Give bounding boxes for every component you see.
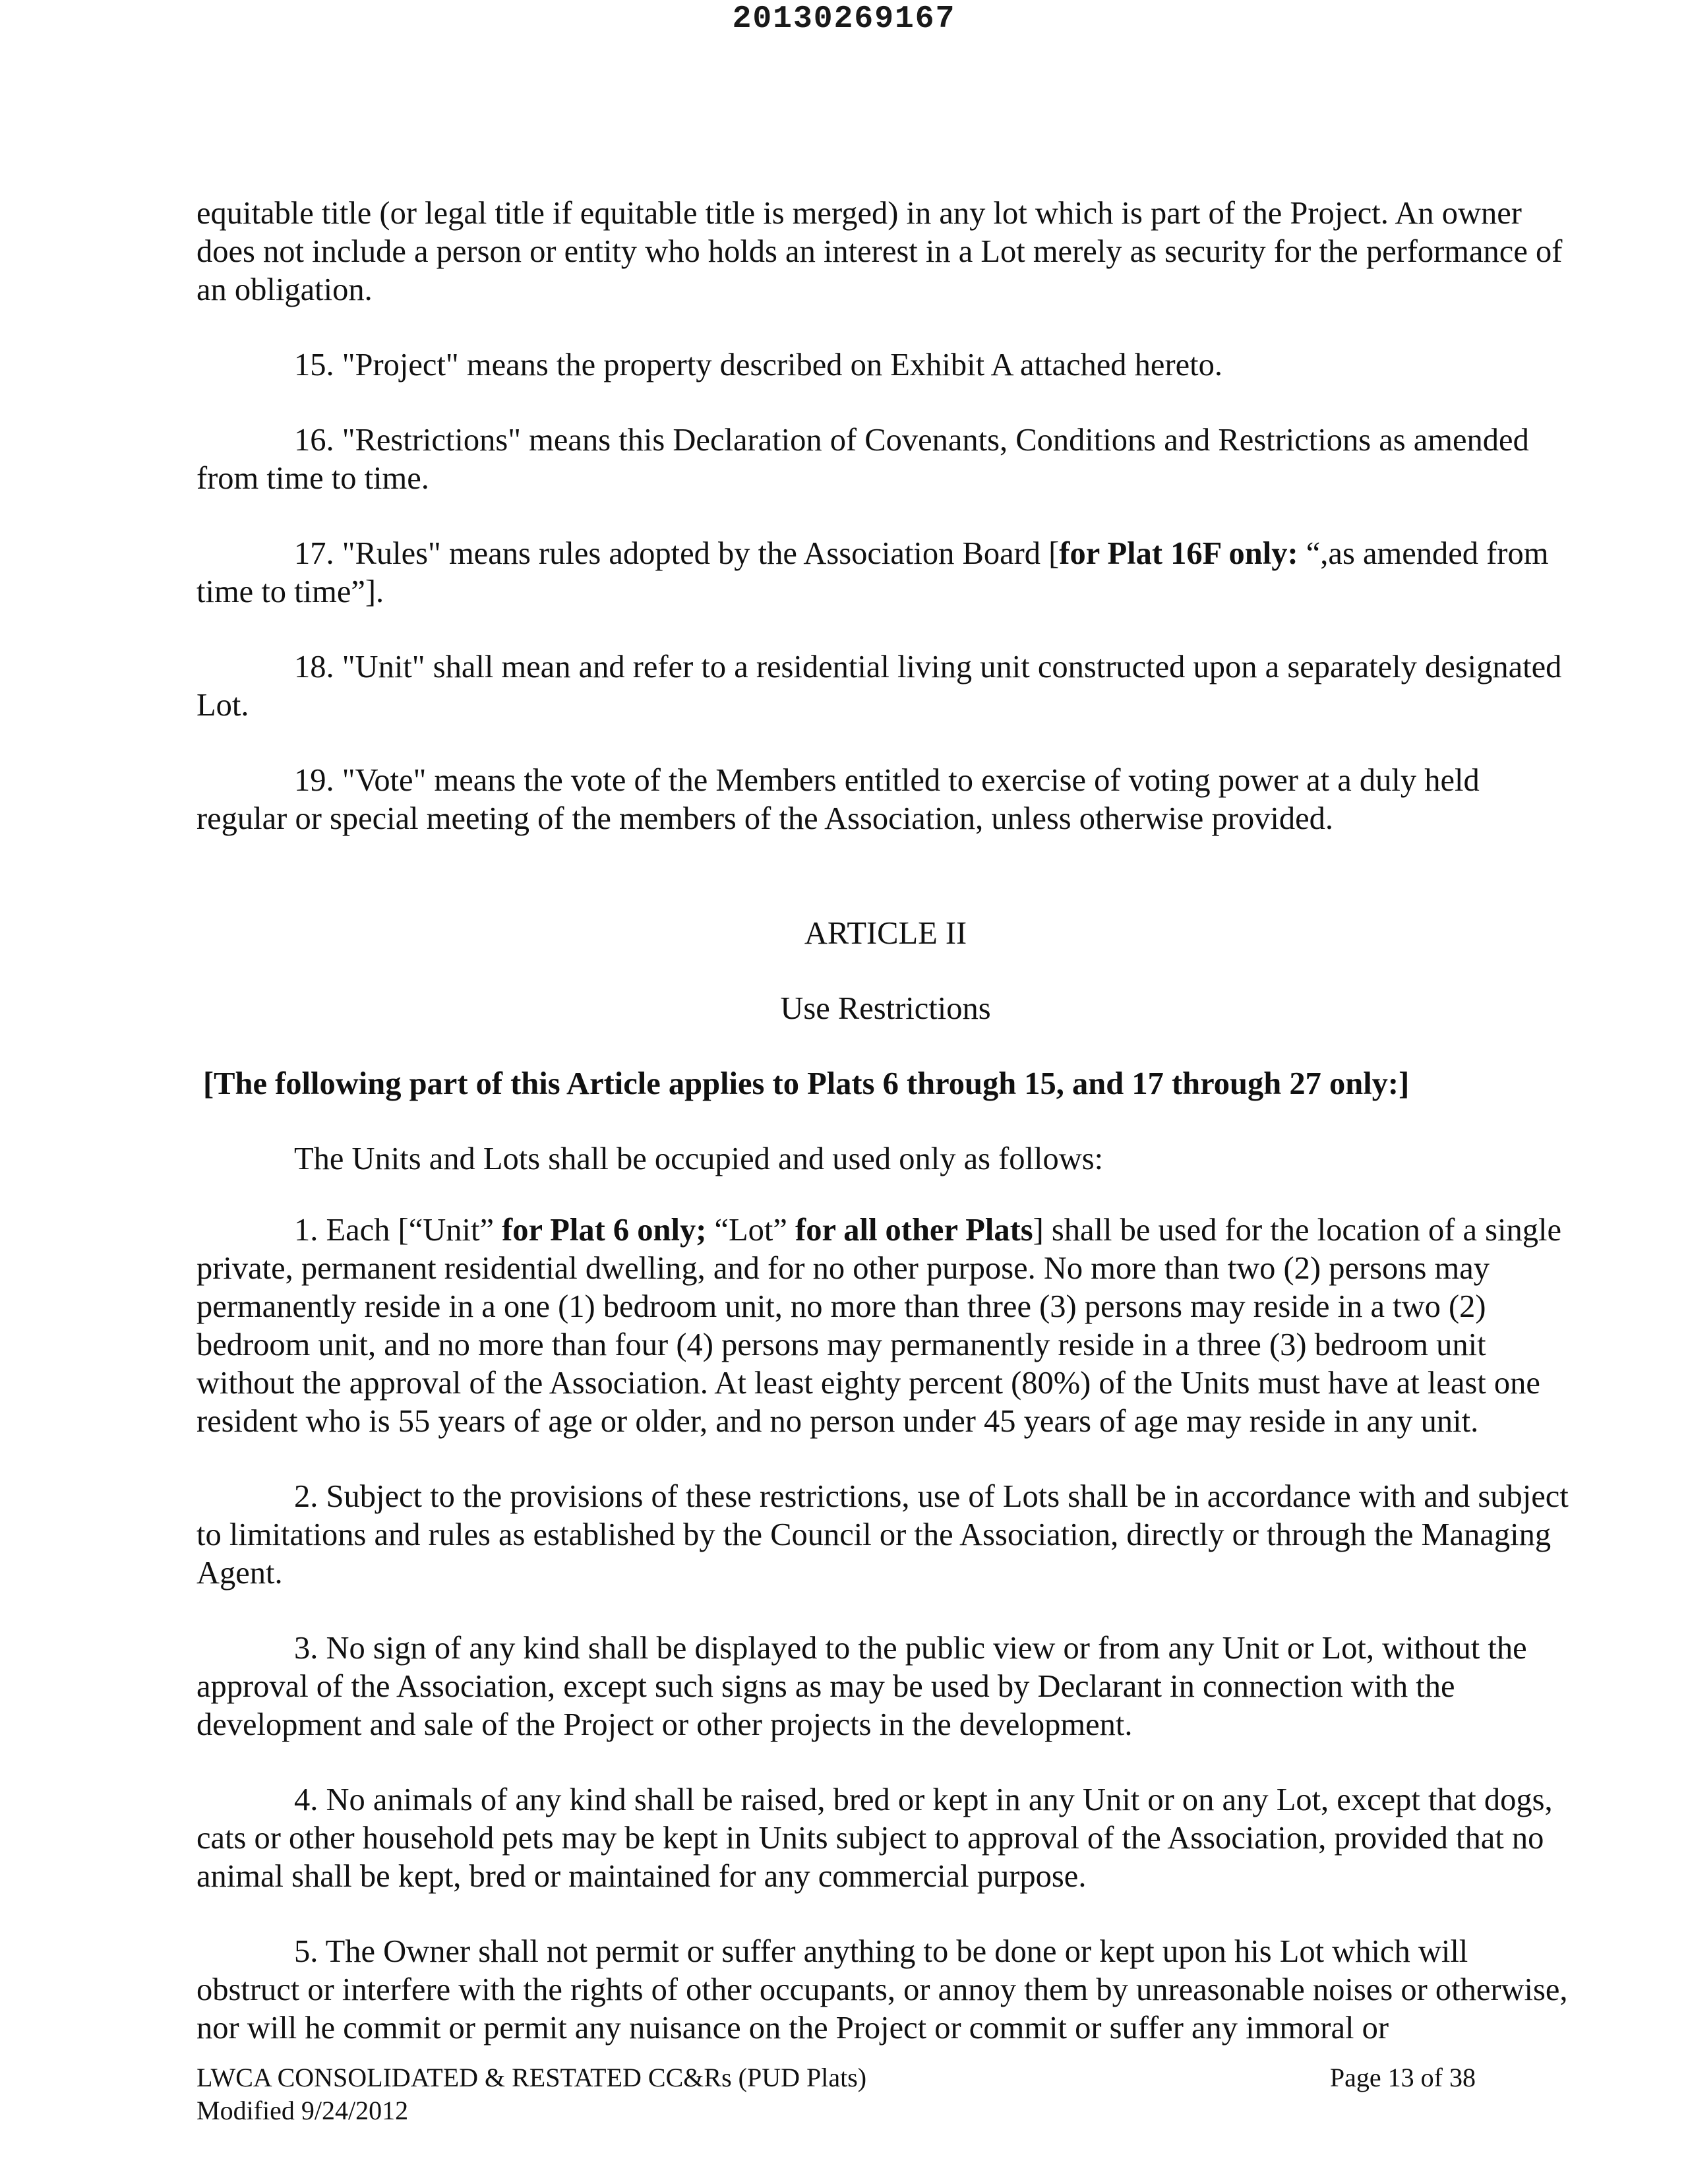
applicability-note: [The following part of this Article applies to Plats 6 through 15, and 17 through 27 only:] bbox=[203, 1066, 1410, 1101]
document-body bbox=[196, 195, 1575, 2048]
recording-number: 20130269167 bbox=[732, 1, 956, 37]
restriction-4: 4. No animals of any kind shall be raised, bred or kept in any Unit or on any Lot, except that dogs, cats or other household pets may be kept in Units subject to approval of the Association, provided that no animal shall be kept, bred or maintained for any commercial purpose. bbox=[196, 1782, 1553, 1894]
paragraph-owner-definition-continued: equitable title (or legal title if equitable title is merged) in any lot which is part of the Project. An owner does not include a person or entity who holds an interest in a Lot merely as security for the performance of an obligation. bbox=[196, 196, 1563, 307]
restriction-5: 5. The Owner shall not permit or suffer anything to be done or kept upon his Lot which will obstruct or interfere with the rights of other occupants, or annoy them by unreasonable noises or otherwise, nor will he commit or permit any nuisance on the Project or commit or suffer any immoral or bbox=[196, 1934, 1568, 2046]
definition-15: 15. "Project" means the property described on Exhibit A attached hereto. bbox=[294, 348, 1222, 382]
definition-17-text-a: 17. "Rules" means rules adopted by the Association Board [ bbox=[294, 536, 1060, 571]
restriction-3: 3. No sign of any kind shall be displayed to the public view or from any Unit or Lot, without the approval of the Association, except such signs as may be used by Declarant in connection with the development and sale of the Project or other projects in the development. bbox=[196, 1631, 1527, 1742]
footer-left bbox=[196, 2061, 866, 2127]
use-intro-line: The Units and Lots shall be occupied and used only as follows: bbox=[294, 1141, 1104, 1176]
definition-17-text-b: “,as amended from time to time”]. bbox=[196, 536, 1549, 609]
footer-page-number: Page 13 of 38 bbox=[1329, 2063, 1476, 2092]
restriction-1-bold-a: for Plat 6 only; bbox=[502, 1213, 707, 1248]
restriction-1-text-b: “Lot” bbox=[706, 1213, 796, 1248]
definition-16: 16. "Restrictions" means this Declaration of Covenants, Conditions and Restrictions as amended from time to time. bbox=[196, 423, 1529, 496]
definition-17 bbox=[196, 535, 1575, 611]
restriction-2: 2. Subject to the provisions of these restrictions, use of Lots shall be in accordance with and subject to limitations and rules as established by the Council or the Association, directly or through the Managing Agent. bbox=[196, 1479, 1569, 1591]
restriction-1-bold-b: for all other Plats bbox=[795, 1213, 1033, 1248]
article-heading: ARTICLE II bbox=[804, 916, 967, 951]
article-subheading: Use Restrictions bbox=[780, 991, 991, 1026]
restriction-1 bbox=[196, 1211, 1575, 1441]
restriction-1-text-a: 1. Each [“Unit” bbox=[294, 1213, 502, 1248]
definition-17-bold: for Plat 16F only: bbox=[1059, 536, 1298, 571]
footer-modified-date: Modified 9/24/2012 bbox=[196, 2096, 409, 2125]
definition-19: 19. "Vote" means the vote of the Members entitled to exercise of voting power at a duly held regular or special meeting of the members of the Association, unless otherwise provided. bbox=[196, 763, 1480, 836]
restriction-1-text-c: ] shall be used for the location of a single private, permanent residential dwelling, and for no other purpose. No more than two (2) persons may permanently reside in a one (1) bedroom unit, no more than three (3) persons may reside in a two (2) bedroom unit, and no more than four (4) persons may permanently reside in a three (3) bedroom unit without the approval of the Association. At least eighty percent (80%) of the Units must have at least one resident who is 55 years of age or older, and no person under 45 years of age may reside in any unit. bbox=[196, 1213, 1561, 1439]
footer-document-title: LWCA CONSOLIDATED & RESTATED CC&Rs (PUD Plats) bbox=[196, 2063, 867, 2092]
definition-18: 18. "Unit" shall mean and refer to a residential living unit constructed upon a separately designated Lot. bbox=[196, 650, 1562, 723]
